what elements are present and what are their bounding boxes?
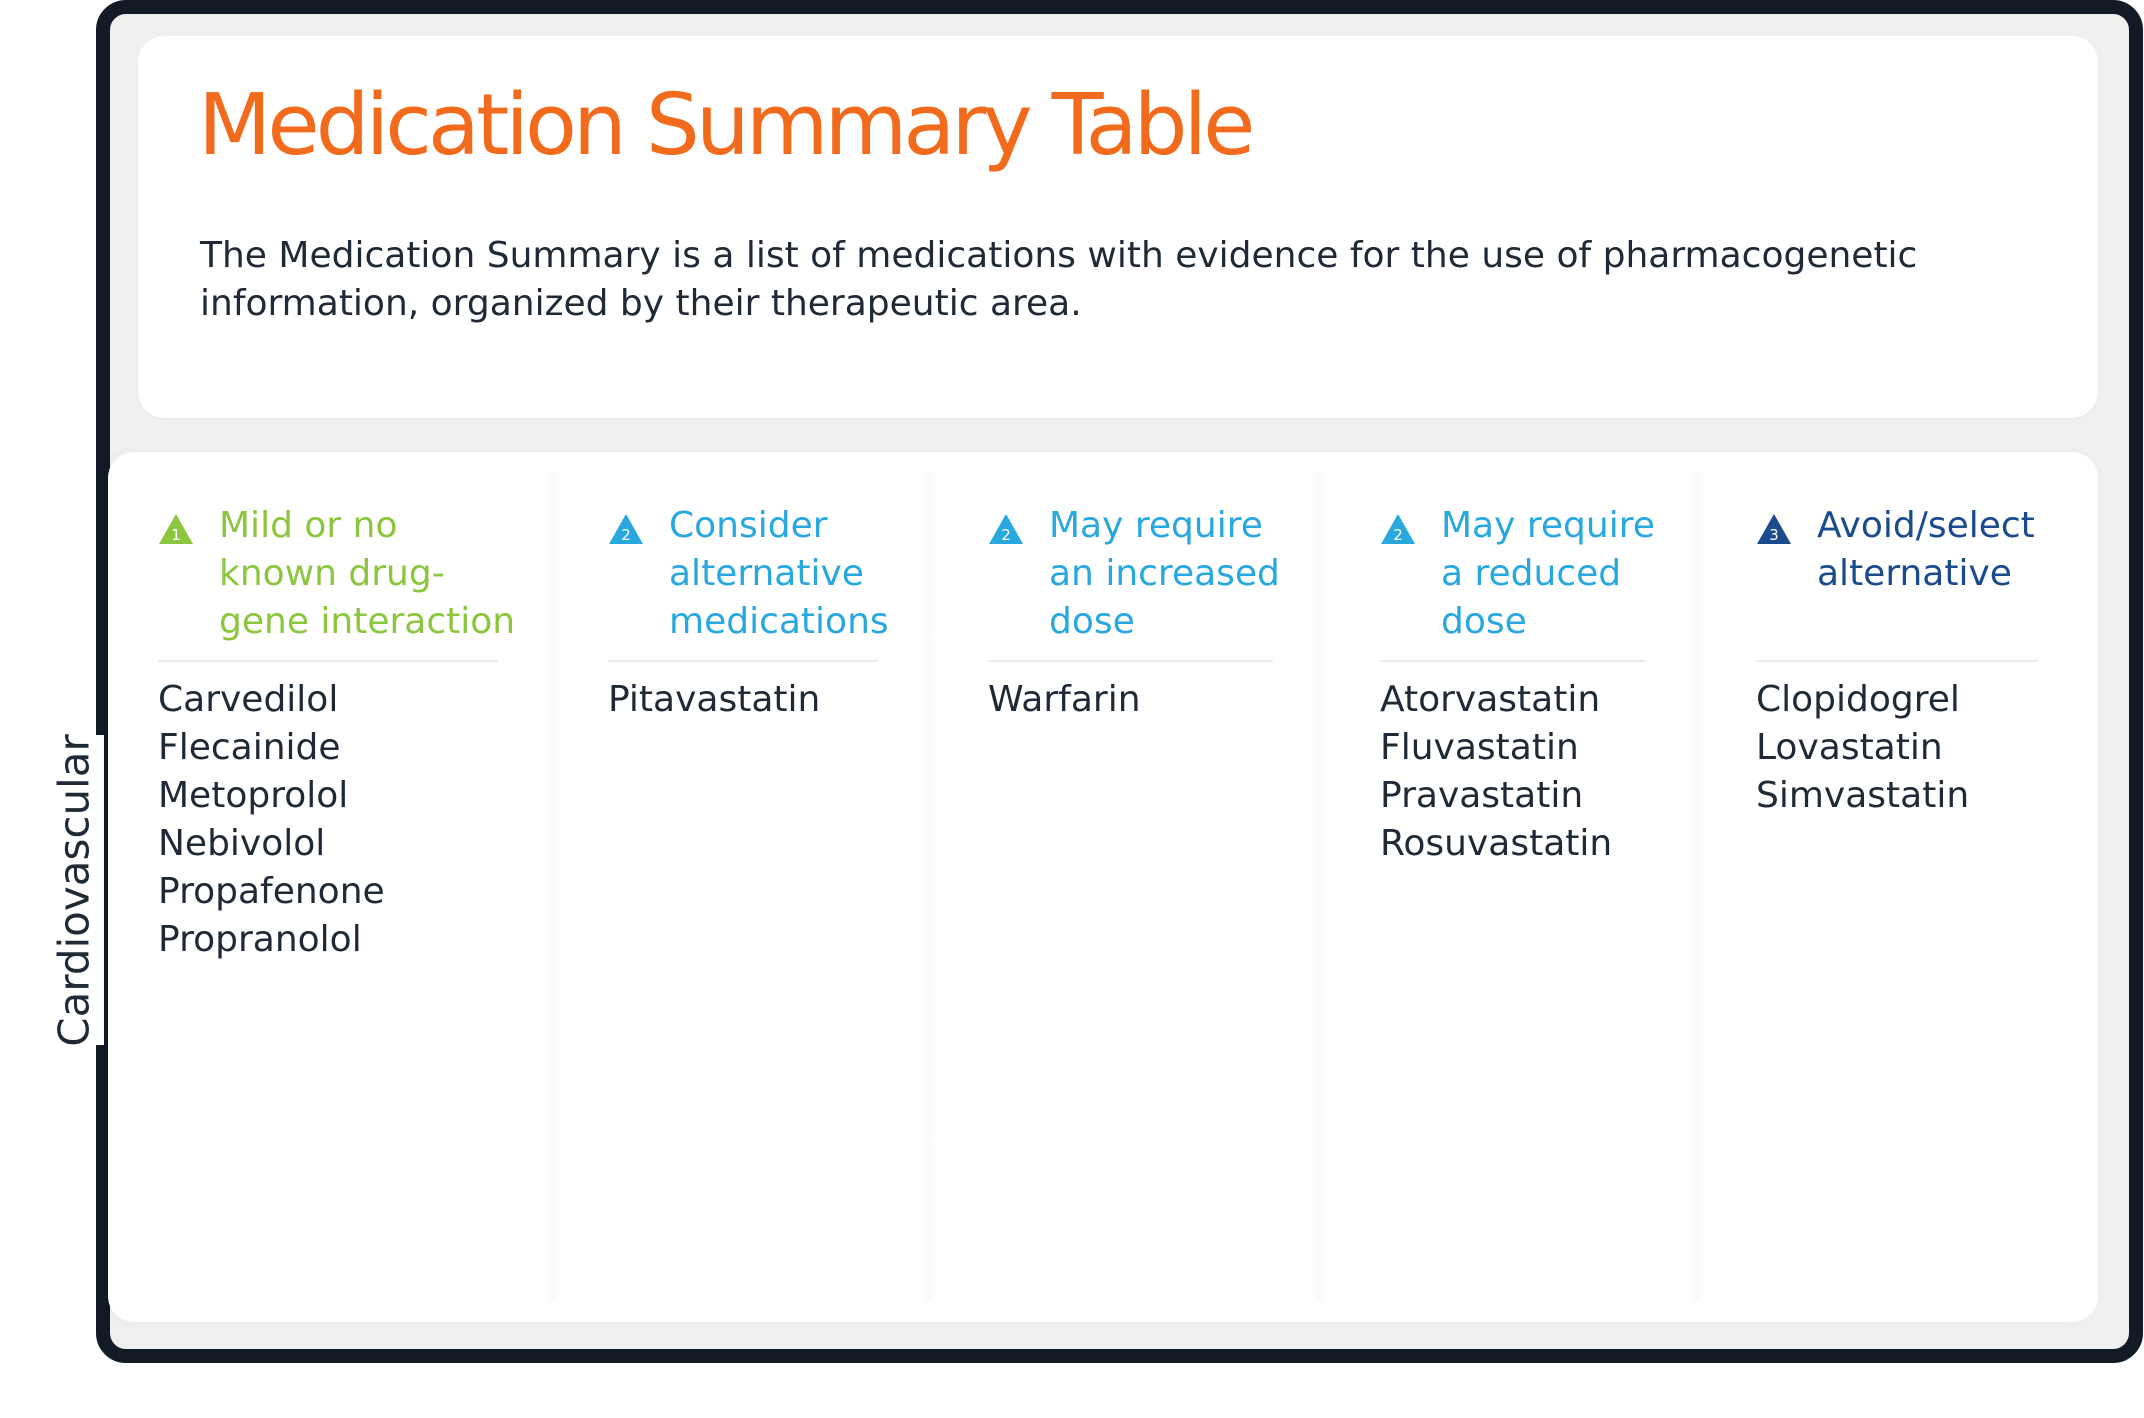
therapeutic-area-label bbox=[44, 735, 104, 1045]
page-title: Medication Summary Table bbox=[198, 76, 1252, 175]
column-header bbox=[1380, 502, 1655, 646]
column-title-line: gene interaction bbox=[219, 601, 516, 642]
column-title-line: an increased bbox=[1049, 553, 1280, 594]
level-number: 2 bbox=[621, 526, 631, 544]
column-avoid-alternative bbox=[1756, 452, 2056, 1322]
medication-item: Rosuvastatin bbox=[1380, 823, 1613, 864]
medication-table bbox=[108, 452, 2098, 1322]
medication-item: Atorvastatin bbox=[1380, 679, 1601, 720]
column-mild-interaction bbox=[158, 452, 516, 1322]
medication-item: Simvastatin bbox=[1756, 775, 1970, 816]
therapeutic-area-text: Cardiovascular bbox=[49, 733, 99, 1047]
medication-item: Nebivolol bbox=[158, 823, 326, 864]
column-separator bbox=[922, 472, 936, 1302]
warning-triangle-2-icon bbox=[608, 513, 644, 545]
column-header bbox=[608, 502, 889, 646]
column-title-line: Avoid/select bbox=[1817, 505, 2035, 546]
medication-item: Metoprolol bbox=[158, 775, 349, 816]
medication-item: Pitavastatin bbox=[608, 679, 821, 720]
column-header bbox=[988, 502, 1280, 646]
column-title bbox=[219, 502, 515, 646]
level-number: 1 bbox=[171, 526, 181, 544]
column-divider-line bbox=[1756, 660, 2038, 662]
medication-item: Clopidogrel bbox=[1756, 679, 1960, 720]
column-divider-line bbox=[158, 660, 498, 662]
column-title-line: medications bbox=[669, 601, 889, 642]
column-title-line: Mild or no bbox=[219, 505, 398, 546]
warning-triangle-2-icon bbox=[988, 513, 1024, 545]
warning-triangle-2-icon bbox=[1380, 513, 1416, 545]
medication-item: Fluvastatin bbox=[1380, 727, 1579, 768]
column-header bbox=[158, 502, 515, 646]
medication-item: Flecainide bbox=[158, 727, 341, 768]
column-title-line: May require bbox=[1049, 505, 1263, 546]
column-divider-line bbox=[1380, 660, 1645, 662]
column-reduced-dose bbox=[1380, 452, 1680, 1322]
page-description: The Medication Summary is a list of medications with evidence for the use of pharmacogenetic information, organized by their therapeutic area. bbox=[200, 235, 1918, 324]
column-title-line: dose bbox=[1049, 601, 1135, 642]
column-divider-line bbox=[988, 660, 1273, 662]
column-title-line: alternative bbox=[1817, 553, 2012, 594]
medication-list bbox=[1756, 676, 1969, 820]
column-title-line: Consider bbox=[669, 505, 828, 546]
medication-item: Pravastatin bbox=[1380, 775, 1584, 816]
medication-item: Propranolol bbox=[158, 919, 362, 960]
medication-item: Propafenone bbox=[158, 871, 385, 912]
column-title bbox=[1049, 502, 1280, 646]
column-increased-dose bbox=[988, 452, 1308, 1322]
level-number: 3 bbox=[1769, 526, 1779, 544]
column-title-line: known drug- bbox=[219, 553, 445, 594]
column-title-line: a reduced bbox=[1441, 553, 1622, 594]
medication-item: Lovastatin bbox=[1756, 727, 1943, 768]
medication-list bbox=[608, 676, 820, 724]
column-title-line: dose bbox=[1441, 601, 1527, 642]
warning-triangle-1-icon bbox=[158, 513, 194, 545]
level-number: 2 bbox=[1001, 526, 1011, 544]
column-separator bbox=[1311, 472, 1325, 1302]
header-card bbox=[138, 36, 2098, 418]
column-header bbox=[1756, 502, 2035, 598]
medication-list bbox=[158, 676, 385, 964]
column-title-line: alternative bbox=[669, 553, 864, 594]
medication-item: Warfarin bbox=[988, 679, 1141, 720]
medication-list bbox=[1380, 676, 1612, 868]
level-number: 2 bbox=[1393, 526, 1403, 544]
column-title bbox=[669, 502, 889, 646]
medication-list bbox=[988, 676, 1141, 724]
medication-item: Carvedilol bbox=[158, 679, 339, 720]
column-title bbox=[1441, 502, 1655, 646]
column-title-line: May require bbox=[1441, 505, 1655, 546]
column-separator bbox=[1690, 472, 1704, 1302]
column-consider-alternative bbox=[608, 452, 908, 1322]
column-divider-line bbox=[608, 660, 878, 662]
column-title bbox=[1817, 502, 2035, 598]
column-separator bbox=[546, 472, 560, 1302]
warning-triangle-3-icon bbox=[1756, 513, 1792, 545]
